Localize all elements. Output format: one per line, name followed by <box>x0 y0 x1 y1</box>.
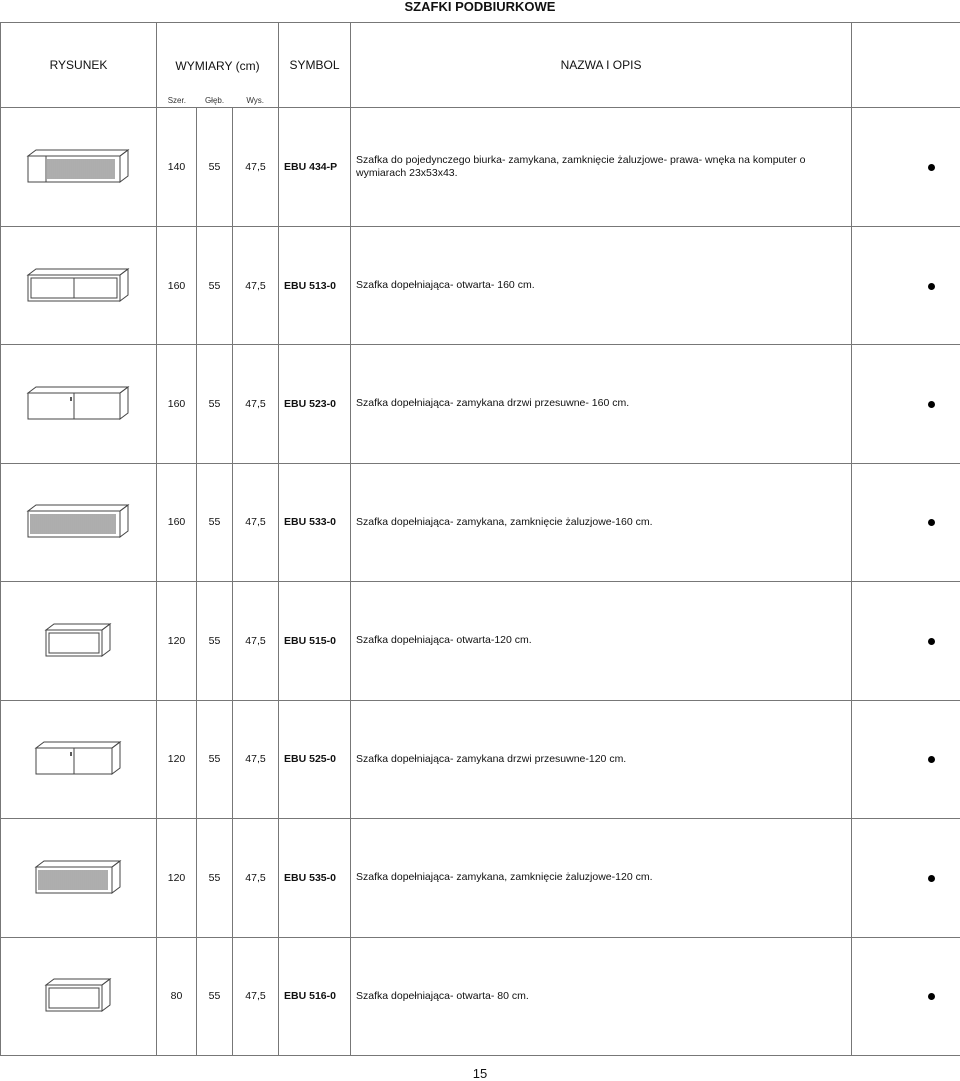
table-row <box>1 463 960 581</box>
drawing-cell <box>1 108 157 226</box>
depth-cell <box>197 582 233 700</box>
symbol-value: EBU 533-0 <box>284 516 336 528</box>
width-label: Szer. <box>157 96 197 105</box>
width-value: 160 <box>168 516 186 528</box>
width-value: 120 <box>168 635 186 647</box>
width-cell <box>157 582 197 700</box>
description-value: Szafka dopełniająca- zamykana, zamknięcie żaluzjowe-160 cm. <box>356 516 652 528</box>
table-row <box>1 582 960 700</box>
depth-value: 55 <box>209 161 221 173</box>
drawing-cell <box>1 819 157 937</box>
availability-dot-icon <box>928 756 935 763</box>
height-cell <box>233 819 279 937</box>
height-value: 47,5 <box>245 872 265 884</box>
depth-value: 55 <box>209 516 221 528</box>
header-drawing: RYSUNEK <box>1 23 157 108</box>
depth-value: 55 <box>209 990 221 1002</box>
description-cell <box>351 582 852 700</box>
table-row <box>1 819 960 937</box>
availability-cell <box>852 819 960 937</box>
symbol-cell <box>279 937 351 1056</box>
open-cabinet-icon <box>1 616 156 666</box>
depth-value: 55 <box>209 872 221 884</box>
description-value: Szafka dopełniająca- zamykana drzwi przesuwne- 160 cm. <box>356 397 629 409</box>
table-row <box>1 937 960 1056</box>
availability-dot-icon <box>928 875 935 882</box>
description-value: Szafka dopełniająca- zamykana, zamknięcie żaluzjowe-120 cm. <box>356 871 652 883</box>
drawing-cell <box>1 700 157 818</box>
shutter-desk-cabinet-icon <box>1 142 156 192</box>
sliding-door-cabinet-icon <box>1 379 156 429</box>
description-cell <box>351 463 852 581</box>
dimensions-label: WYMIARY (cm) <box>157 59 278 73</box>
depth-cell <box>197 108 233 226</box>
width-value: 120 <box>168 872 186 884</box>
availability-dot-icon <box>928 401 935 408</box>
header-symbol: SYMBOL <box>279 23 351 108</box>
symbol-cell <box>279 226 351 344</box>
height-value: 47,5 <box>245 753 265 765</box>
height-cell <box>233 582 279 700</box>
table-row <box>1 700 960 818</box>
header-name: NAZWA I OPIS <box>351 23 852 108</box>
availability-cell <box>852 345 960 463</box>
depth-value: 55 <box>209 635 221 647</box>
height-value: 47,5 <box>245 398 265 410</box>
availability-cell <box>852 582 960 700</box>
height-value: 47,5 <box>245 280 265 292</box>
symbol-cell <box>279 463 351 581</box>
width-cell <box>157 226 197 344</box>
description-value: Szafka dopełniająca- otwarta- 160 cm. <box>356 279 535 291</box>
height-cell <box>233 463 279 581</box>
open-cabinet-icon <box>1 971 156 1021</box>
availability-cell <box>852 937 960 1056</box>
table-row <box>1 345 960 463</box>
symbol-value: EBU 515-0 <box>284 635 336 647</box>
drawing-cell <box>1 937 157 1056</box>
availability-cell <box>852 463 960 581</box>
description-cell <box>351 937 852 1056</box>
height-cell <box>233 345 279 463</box>
availability-cell <box>852 226 960 344</box>
drawing-cell <box>1 463 157 581</box>
shutter-cabinet-icon <box>1 497 156 547</box>
availability-cell <box>852 700 960 818</box>
product-table <box>0 22 960 1056</box>
availability-cell <box>852 108 960 226</box>
depth-value: 55 <box>209 753 221 765</box>
height-value: 47,5 <box>245 990 265 1002</box>
width-value: 120 <box>168 753 186 765</box>
symbol-value: EBU 516-0 <box>284 990 336 1002</box>
availability-dot-icon <box>928 164 935 171</box>
page-number: 15 <box>0 1066 960 1081</box>
symbol-value: EBU 434-P <box>284 161 337 173</box>
description-cell <box>351 108 852 226</box>
drawing-cell <box>1 226 157 344</box>
symbol-cell <box>279 819 351 937</box>
description-cell <box>351 819 852 937</box>
availability-dot-icon <box>928 638 935 645</box>
width-value: 160 <box>168 280 186 292</box>
description-value: Szafka dopełniająca- zamykana drzwi przesuwne-120 cm. <box>356 753 626 765</box>
symbol-value: EBU 525-0 <box>284 753 336 765</box>
height-label: Wys. <box>232 96 278 105</box>
header-row <box>1 23 960 108</box>
header-dimensions <box>157 23 279 108</box>
description-cell <box>351 345 852 463</box>
description-value: Szafka do pojedynczego biurka- zamykana, zamknięcie żaluzjowe- prawa- wnęka na komputer o wymiarach 23x53x43. <box>356 154 805 179</box>
symbol-cell <box>279 345 351 463</box>
description-value: Szafka dopełniająca- otwarta-120 cm. <box>356 634 532 646</box>
drawing-cell <box>1 345 157 463</box>
symbol-value: EBU 523-0 <box>284 398 336 410</box>
table-row <box>1 108 960 226</box>
width-value: 140 <box>168 161 186 173</box>
symbol-cell <box>279 582 351 700</box>
depth-cell <box>197 819 233 937</box>
depth-value: 55 <box>209 398 221 410</box>
width-value: 80 <box>171 990 183 1002</box>
height-cell <box>233 226 279 344</box>
page-title: SZAFKI PODBIURKOWE <box>0 0 960 14</box>
width-cell <box>157 108 197 226</box>
availability-dot-icon <box>928 519 935 526</box>
description-cell <box>351 700 852 818</box>
height-cell <box>233 108 279 226</box>
description-cell <box>351 226 852 344</box>
description-value: Szafka dopełniająca- otwarta- 80 cm. <box>356 990 529 1002</box>
height-value: 47,5 <box>245 635 265 647</box>
depth-label: Głęb. <box>197 96 233 105</box>
symbol-value: EBU 535-0 <box>284 872 336 884</box>
width-value: 160 <box>168 398 186 410</box>
open-cabinet-icon <box>1 261 156 311</box>
width-cell <box>157 819 197 937</box>
symbol-cell <box>279 108 351 226</box>
height-cell <box>233 937 279 1056</box>
symbol-value: EBU 513-0 <box>284 280 336 292</box>
shutter-cabinet-icon <box>1 853 156 903</box>
width-cell <box>157 345 197 463</box>
depth-value: 55 <box>209 280 221 292</box>
depth-cell <box>197 937 233 1056</box>
depth-cell <box>197 700 233 818</box>
width-cell <box>157 700 197 818</box>
availability-dot-icon <box>928 283 935 290</box>
height-value: 47,5 <box>245 161 265 173</box>
height-value: 47,5 <box>245 516 265 528</box>
depth-cell <box>197 463 233 581</box>
sliding-door-cabinet-icon <box>1 734 156 784</box>
availability-dot-icon <box>928 993 935 1000</box>
drawing-cell <box>1 582 157 700</box>
symbol-cell <box>279 700 351 818</box>
table-row <box>1 226 960 344</box>
width-cell <box>157 463 197 581</box>
height-cell <box>233 700 279 818</box>
depth-cell <box>197 345 233 463</box>
width-cell <box>157 937 197 1056</box>
depth-cell <box>197 226 233 344</box>
header-blank <box>852 23 960 108</box>
